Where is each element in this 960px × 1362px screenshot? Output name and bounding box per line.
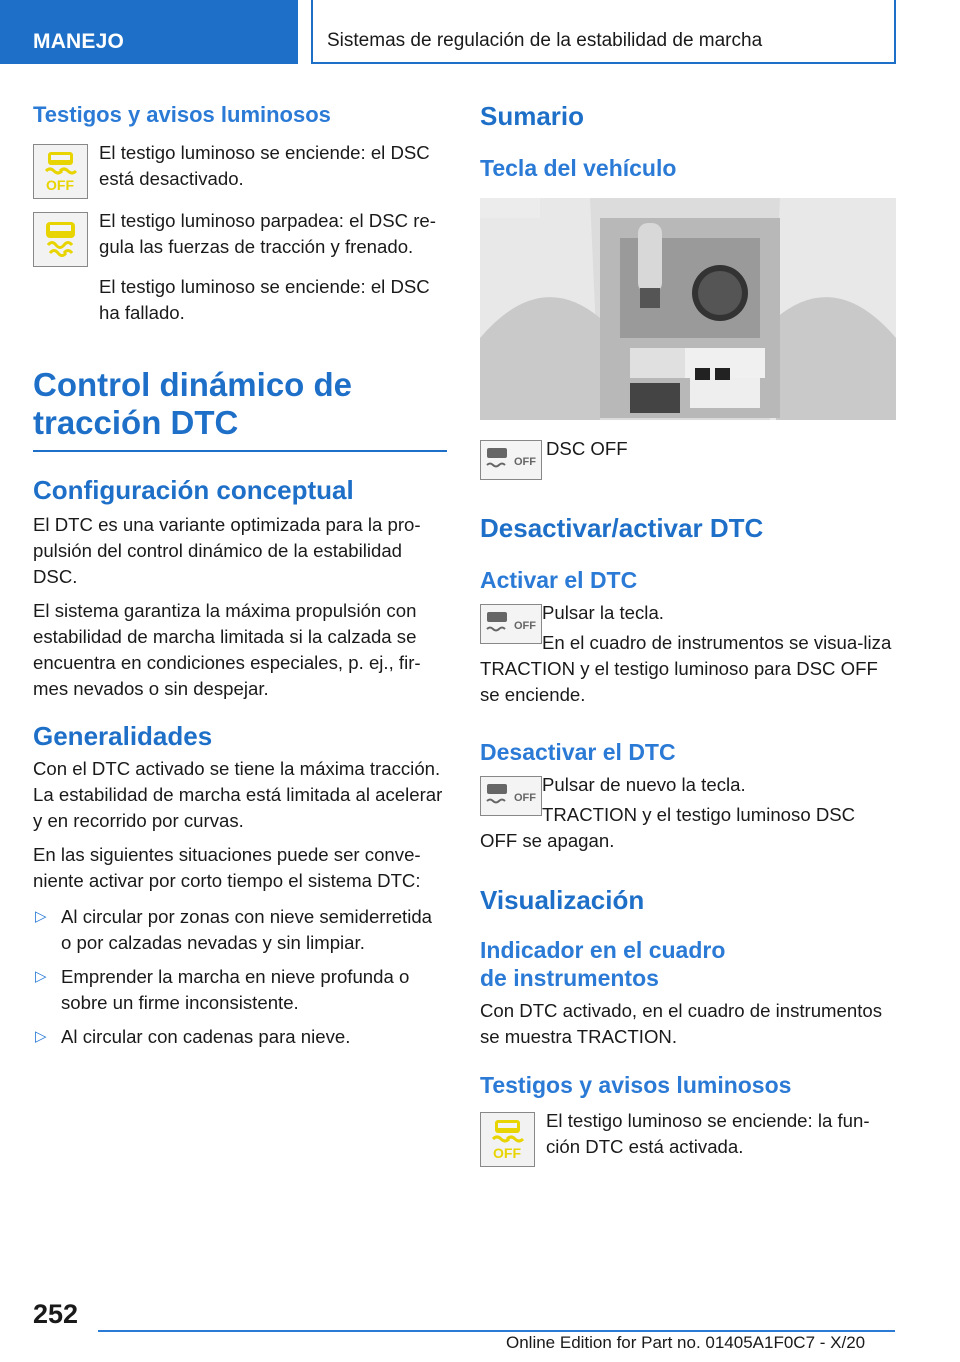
concept-paragraph-2: El sistema garantiza la máxima propulsión con estabilidad de marcha limitada si la calzada se encuentra en condiciones especiales, p. ej., fir-mes nevados o sin despejar. bbox=[33, 600, 421, 699]
svg-text:OFF: OFF bbox=[46, 177, 74, 193]
section-title: Sistemas de regulación de la estabilidad de marcha bbox=[311, 0, 896, 64]
warning-text-2: El testigo luminoso parpadea: el DSC re-gula las fuerzas de tracción y frenado. bbox=[99, 210, 436, 257]
dsc-off-row bbox=[480, 436, 896, 494]
dsc-skid-yellow-icon bbox=[33, 212, 88, 267]
activate-step-2: En el cuadro de instrumentos se visua-liza TRACTION y el testigo luminoso para DSC OFF se enciende. bbox=[480, 632, 892, 705]
left-column bbox=[33, 100, 447, 1058]
deactivate-row bbox=[480, 772, 896, 830]
dtc-yellow-warning-icon bbox=[480, 1112, 535, 1167]
deactivate-dtc-heading: Desactivar el DTC bbox=[480, 739, 676, 765]
instrument-indicator-heading: Indicador en el cuadro de instrumentos bbox=[480, 937, 726, 991]
activate-step-1: Pulsar la tecla. bbox=[542, 602, 664, 623]
sumario-heading: Sumario bbox=[480, 101, 585, 131]
toggle-dtc-heading: Desactivar/activar DTC bbox=[480, 513, 764, 543]
activate-row bbox=[480, 600, 896, 658]
edition-note: Online Edition for Part no. 01405A1F0C7 - X/20 bbox=[506, 1333, 866, 1352]
page-header bbox=[0, 0, 960, 66]
dsc-off-button-icon bbox=[480, 440, 542, 480]
center-console-photo bbox=[480, 198, 896, 420]
chapter-tab: MANEJO bbox=[0, 0, 298, 64]
deactivate-step-1: Pulsar de nuevo la tecla. bbox=[542, 774, 746, 795]
dsc-off-label: DSC OFF bbox=[546, 438, 628, 459]
warning-lights-heading-right: Testigos y avisos luminosos bbox=[480, 1072, 792, 1098]
dsc-off-button-icon bbox=[480, 776, 542, 816]
vehicle-button-heading: Tecla del vehículo bbox=[480, 155, 677, 181]
warning-text-1: El testigo luminoso se enciende: el DSC está desactivado. bbox=[99, 142, 430, 189]
svg-text:OFF: OFF bbox=[514, 456, 536, 468]
list-item: ▷ Emprender la marcha en nieve profunda o sobre un firme inconsistente. bbox=[35, 966, 410, 1013]
heading-divider bbox=[33, 450, 447, 452]
general-heading: Generalidades bbox=[33, 721, 213, 751]
concept-paragraph-1: El DTC es una variante optimizada para la pro-pulsión del control dinámico de la estabilidad DSC. bbox=[33, 514, 421, 587]
dtc-warning-row bbox=[480, 1108, 896, 1166]
page-number: 252 bbox=[33, 1299, 79, 1329]
dtc-main-heading: Control dinámico de tracción DTC bbox=[33, 366, 353, 441]
dtc-warning-text: El testigo luminoso se enciende: la fun-ción DTC está activada. bbox=[546, 1110, 870, 1157]
general-paragraph-2: En las siguientes situaciones puede ser conve-niente activar por corto tiempo el sistema DTC: bbox=[33, 844, 421, 891]
svg-text:OFF: OFF bbox=[493, 1145, 521, 1161]
warning-lights-heading: Testigos y avisos luminosos bbox=[33, 102, 331, 127]
general-paragraph-1: Con el DTC activado se tiene la máxima tracción. La estabilidad de marcha está limitada al acelerar y en recorrido por curvas. bbox=[33, 758, 443, 831]
warning-text-3: El testigo luminoso se enciende: el DSC ha fallado. bbox=[99, 276, 430, 323]
activate-dtc-heading: Activar el DTC bbox=[480, 567, 638, 593]
concept-heading: Configuración conceptual bbox=[33, 475, 354, 505]
triangle-bullet-icon: ▷ bbox=[35, 1028, 47, 1045]
svg-text:OFF: OFF bbox=[514, 620, 536, 632]
deactivate-step-2: TRACTION y el testigo luminoso DSC OFF se apagan. bbox=[480, 804, 856, 851]
dsc-off-yellow-icon bbox=[33, 144, 88, 199]
svg-text:OFF: OFF bbox=[514, 792, 536, 804]
dsc-off-button-icon bbox=[480, 604, 542, 644]
footer-divider bbox=[98, 1330, 895, 1332]
instrument-indicator-text: Con DTC activado, en el cuadro de instrumentos se muestra TRACTION. bbox=[480, 1000, 883, 1047]
list-item: ▷ Al circular con cadenas para nieve. bbox=[33, 1024, 447, 1050]
triangle-bullet-icon: ▷ bbox=[35, 968, 47, 985]
right-column bbox=[480, 100, 896, 1166]
warning-item bbox=[33, 208, 447, 266]
list-item: ▷ Al circular por zonas con nieve semiderretida o por calzadas nevadas y sin limpiar. bbox=[35, 906, 433, 953]
warning-item bbox=[33, 140, 447, 198]
triangle-bullet-icon: ▷ bbox=[35, 908, 47, 925]
situation-list bbox=[33, 904, 447, 1050]
display-heading: Visualización bbox=[480, 885, 645, 915]
